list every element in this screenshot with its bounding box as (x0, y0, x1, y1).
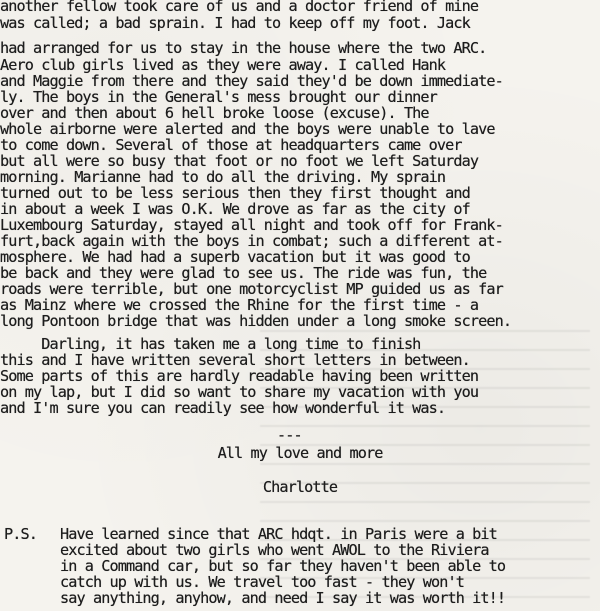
paragraph2-line: and I'm sure you can readily see how wonderful it was. (0, 399, 446, 417)
body-line: morning. Marianne had to do all the driving. My sprain (0, 168, 446, 186)
postscript-line: in a Command car, but so far they haven't been able to (60, 557, 506, 575)
body-line: was called; a bad sprain. I had to keep off my foot. Jack (0, 14, 470, 32)
paragraph2-line: Some parts of this are hardly readable having been written (0, 367, 479, 385)
body-line: be back and they were glad to see us. The ride was fun, the (0, 264, 487, 282)
closing-line: All my love and more (217, 444, 383, 462)
body-line: over and then about 6 hell broke loose (excuse). The (0, 104, 429, 122)
body-line: turned out to be less serious then they first thought and (0, 184, 470, 202)
body-line: had arranged for us to stay in the house where the two ARC. (0, 39, 487, 57)
body-line: long Pontoon bridge that was hidden under a long smoke screen. (0, 312, 512, 330)
paragraph2-line: Darling, it has taken me a long time to finish (0, 335, 421, 353)
body-line: as Mainz where we crossed the Rhine for the first time - a (0, 296, 479, 314)
signature: Charlotte (262, 478, 338, 496)
postscript-line: say anything, anyhow, and need I say it was worth it!! (60, 589, 506, 607)
paragraph2-line: this and I have written several short letters in between. (0, 351, 470, 369)
body-line: roads were terrible, but one motorcyclist MP guided us as far (0, 280, 503, 298)
body-line: and Maggie from there and they said they'd be down immediate- (0, 72, 503, 90)
postscript-label: P.S. (4, 525, 37, 543)
paragraph2-line: on my lap, but I did so want to share my vacation with you (0, 383, 479, 401)
body-line: whole airborne were alerted and the boys were unable to lave (0, 120, 495, 138)
separator-dash: --- (277, 426, 302, 444)
body-line: in about a week I was O.K. We drove as far as the city of (0, 200, 470, 218)
body-line: another fellow took care of us and a doctor friend of mine (0, 0, 479, 15)
body-line: furt,back again with the boys in combat; such a different at- (0, 232, 503, 250)
body-line: Luxembourg Saturday, stayed all night and took off for Frank- (0, 216, 503, 234)
body-line: but all were so busy that foot or no foot we left Saturday (0, 152, 479, 170)
body-line: to come down. Several of those at headquarters came over (0, 136, 462, 154)
postscript-line: Have learned since that ARC hdqt. in Paris were a bit (60, 525, 497, 543)
body-line: mosphere. We had had a superb vacation but it was good to (0, 248, 470, 266)
postscript-line: catch up with us. We travel too fast - they won't (60, 573, 464, 591)
postscript-line: excited about two girls who went AWOL to the Riviera (60, 541, 489, 559)
body-line: ly. The boys in the General's mess brought our dinner (0, 88, 437, 106)
body-line: Aero club girls lived as they were away. I called Hank (0, 56, 446, 74)
